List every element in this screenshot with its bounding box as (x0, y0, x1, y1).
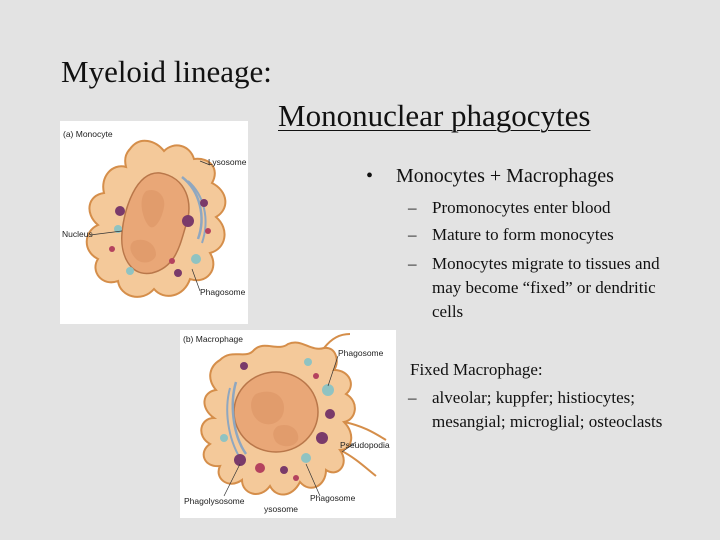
dash-marker: – (408, 225, 417, 244)
fixed-macrophage-heading: Fixed Macrophage: (410, 360, 543, 379)
monocyte-figure-title: (a) Monocyte (63, 129, 113, 139)
label-pseudopodia: Pseudopodia (340, 440, 390, 450)
main-bullet-text: Monocytes + Macrophages (396, 165, 614, 187)
dash-marker: – (408, 254, 417, 273)
fixed-macrophage-text: alveolar; kuppfer; histiocytes; mesangial; microglial; osteoclasts (432, 388, 663, 431)
monocyte-figure (60, 121, 248, 324)
fixed-macrophage-item (408, 386, 680, 434)
slide-title-line1: Myeloid lineage: (61, 54, 272, 89)
label-phagolysosome: Phagolysosome (184, 496, 245, 506)
label-nucleus: Nucleus (62, 229, 93, 239)
sub-bullet-item (408, 252, 668, 324)
sub-bullet-text: Promonocytes enter blood (432, 198, 611, 217)
label-phagosome-top: Phagosome (338, 348, 384, 358)
sub-bullet-text: Mature to form monocytes (432, 225, 614, 244)
macrophage-figure (180, 330, 396, 518)
slide-title-line2: Mononuclear phagocytes (278, 98, 591, 133)
dash-marker: – (408, 198, 417, 217)
macrophage-illustration (180, 330, 396, 518)
dash-marker: – (408, 388, 417, 407)
sub-bullet-text: Monocytes migrate to tissues and may become “fixed” or dendritic cells (432, 254, 660, 321)
label-lysosome: ysosome (264, 504, 299, 514)
label-phagosome: Phagosome (200, 287, 246, 297)
sub-bullet-item (408, 196, 688, 220)
main-bullet (366, 164, 614, 188)
label-phagosome-bottom: Phagosome (310, 493, 356, 503)
bullet-marker: • (366, 165, 374, 187)
label-lysosome: Lysosome (208, 157, 247, 167)
sub-bullet-item (408, 223, 688, 247)
macrophage-figure-title: (b) Macrophage (183, 334, 244, 344)
